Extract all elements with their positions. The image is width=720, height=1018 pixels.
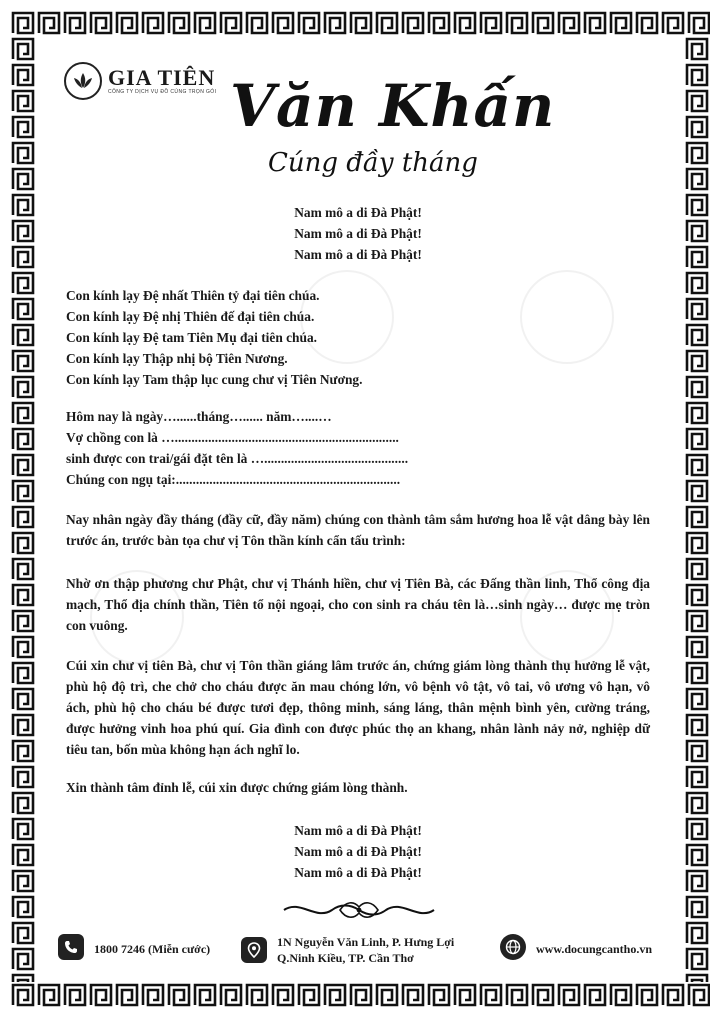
greek-key-border-top	[10, 10, 710, 36]
paragraph-offering: Nay nhân ngày đầy tháng (đầy cữ, đầy năm) chúng con thành tâm sắm hương hoa lễ vật dâng bày lên trước án, trước bàn tọa chư vị Tôn thần kính cẩn tấu trình:	[66, 512, 650, 548]
paragraph-gratitude: Nhờ ơn thập phương chư Phật, chư vị Thánh hiền, chư vị Tiên Bà, các Đấng thần linh, Thổ công địa mạch, Thổ địa chính thần, Tiên tổ nội ngoại, cho con sinh ra cháu tên là…sinh ngày… được mẹ tròn con vuông.	[66, 576, 650, 633]
brand-tagline: CÔNG TY DỊCH VỤ ĐỒ CÚNG TRỌN GÓI	[108, 89, 217, 95]
brand-name: GIA TIÊN	[108, 65, 216, 90]
contact-address[interactable]	[241, 934, 454, 966]
globe-icon	[500, 934, 526, 960]
fill-in-line: Hôm nay là ngày…......tháng…...... năm…....…	[66, 409, 332, 424]
fill-in-line: Chúng con ngụ tại:...................................................................	[66, 472, 401, 487]
contact-website[interactable]	[500, 934, 652, 960]
paragraph-closing: Xin thành tâm đỉnh lễ, cúi xin được chứng giám lòng thành.	[66, 780, 408, 795]
prayer-line: Nam mô a di Đà Phật!	[294, 865, 422, 880]
greek-key-border-bottom	[10, 982, 710, 1008]
prayer-line: Nam mô a di Đà Phật!	[294, 247, 422, 262]
greek-key-border-right	[684, 36, 710, 982]
fill-in-line: Vợ chồng con là …...................................................................	[66, 430, 399, 445]
brand-logo	[64, 62, 216, 100]
opening-prayer	[66, 202, 650, 265]
invocation-line: Con kính lạy Đệ nhị Thiên đế đại tiên chúa.	[66, 309, 315, 324]
invocation-line: Con kính lạy Tam thập lục cung chư vị Tiên Nương.	[66, 372, 363, 387]
page-subtitle: Cúng đầy tháng	[268, 148, 478, 178]
phone-icon	[58, 934, 84, 960]
fill-in-line: sinh được con trai/gái đặt tên là …...........................................	[66, 451, 409, 466]
invocation-line: Con kính lạy Đệ tam Tiên Mụ đại tiên chúa.	[66, 330, 317, 345]
lotus-icon	[64, 62, 102, 100]
contact-phone[interactable]	[58, 934, 210, 960]
invocation-list	[66, 285, 650, 390]
address-line-1: 1N Nguyễn Văn Linh, P. Hưng Lợi	[277, 935, 455, 949]
invocation-line: Con kính lạy Thập nhị bộ Tiên Nương.	[66, 351, 288, 366]
prayer-line: Nam mô a di Đà Phật!	[294, 823, 422, 838]
paragraph-blessing: Cúi xin chư vị tiên Bà, chư vị Tôn thần giáng lâm trước án, chứng giám lòng thành thụ hưởng lễ vật, phù hộ độ trì, che chở cho cháu được ăn mau chóng lớn, vô bệnh vô tật, vô tai, vô ương vô hạn, vô ách, phù hộ cho cháu bé được tươi đẹp, thông minh, sáng láng, thân mệnh bình yên, cường tráng, được hưởng vinh hoa phú quí. Gia đình con được phúc thọ an khang, nhân lành nảy nở, nghiệp dữ tiêu tan, bốn mùa không hạn ách nghĩ lo.	[66, 658, 650, 757]
address-line-2: Q.Ninh Kiều, TP. Cần Thơ	[277, 951, 414, 965]
page-title: Văn Khấn	[230, 72, 556, 140]
location-pin-icon	[241, 937, 267, 963]
website-url: www.docungcantho.vn	[536, 941, 653, 956]
invocation-line: Con kính lạy Đệ nhất Thiên tỷ đại tiên chúa.	[66, 288, 320, 303]
prayer-line: Nam mô a di Đà Phật!	[294, 844, 422, 859]
phone-number: 1800 7246 (Miễn cước)	[94, 941, 211, 956]
fill-in-section	[66, 406, 650, 490]
prayer-line: Nam mô a di Đà Phật!	[294, 205, 422, 220]
contact-footer	[58, 934, 662, 970]
greek-key-border-left	[10, 36, 36, 982]
prayer-line: Nam mô a di Đà Phật!	[294, 226, 422, 241]
flourish-ornament	[280, 897, 438, 923]
closing-prayer	[66, 820, 650, 883]
